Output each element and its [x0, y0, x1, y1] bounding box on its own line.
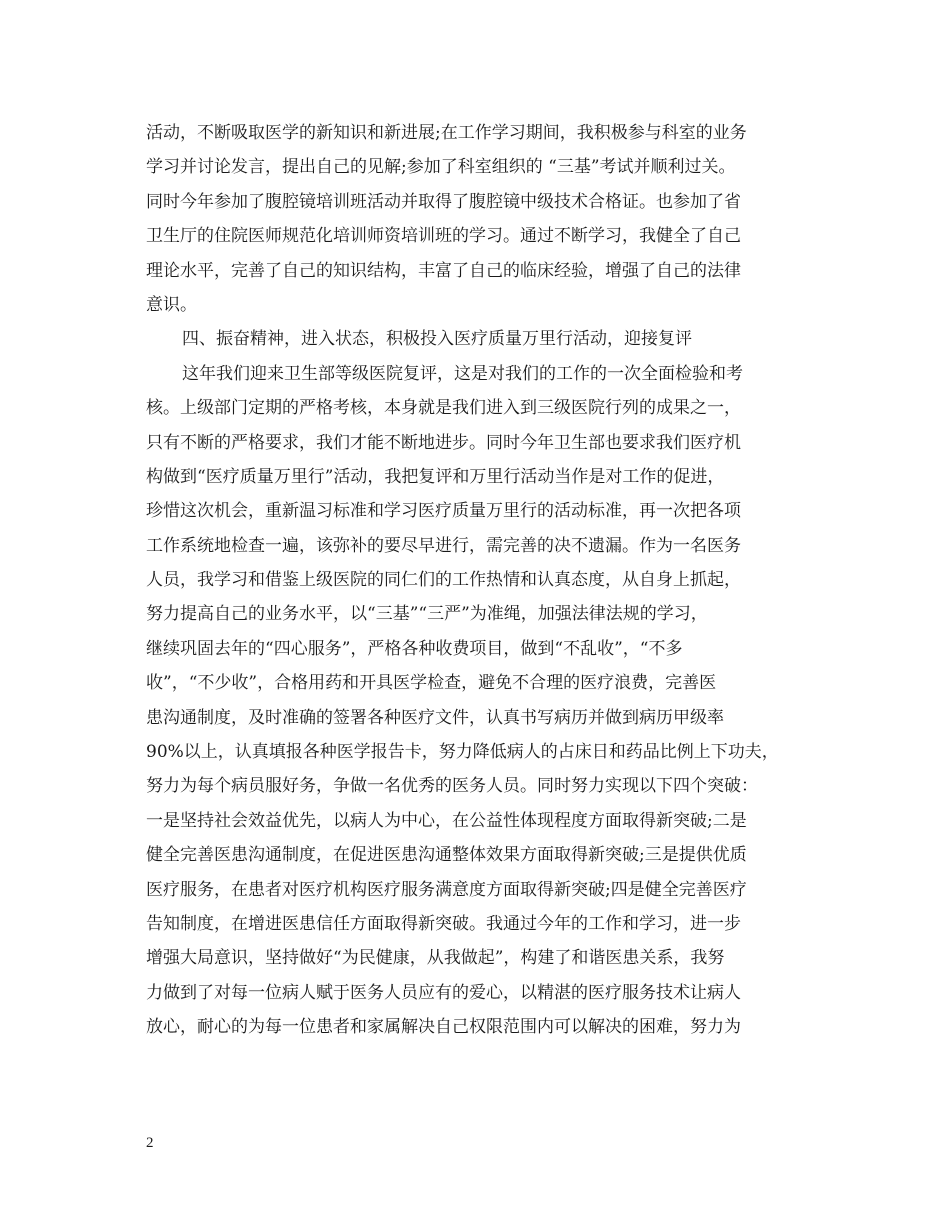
text-line: 意识。	[146, 294, 197, 315]
text-line: 收”，“不少收”，合格用药和开具医学检查，避免不合理的医疗浪费，完善医	[146, 673, 717, 694]
text-line: 告知制度，在增进医患信任方面取得新突破。我通过今年的工作和学习，进一步	[146, 913, 741, 934]
text-line: 增强大局意识，坚持做好“为民健康，从我做起”，构建了和谐医患关系，我努	[146, 948, 725, 969]
text-line: 医疗服务，在患者对医疗机构医疗服务满意度方面取得新突破;四是健全完善医疗	[146, 879, 747, 900]
section-heading: 四、振奋精神，进入状态，积极投入医疗质量万里行活动，迎接复评	[182, 329, 692, 350]
text-line: 同时今年参加了腹腔镜培训班活动并取得了腹腔镜中级技术合格证。也参加了省	[146, 191, 741, 212]
text-line: 努力提高自己的业务水平，以“三基”“三严”为准绳，加强法律法规的学习，	[146, 604, 708, 625]
text-line: 构做到“医疗质量万里行”活动，我把复评和万里行活动当作是对工作的促进，	[146, 466, 725, 487]
text-line: 这年我们迎来卫生部等级医院复评，这是对我们的工作的一次全面检验和考	[182, 363, 743, 384]
text-line: 放心，耐心的为每一位患者和家属解决自己权限范围内可以解决的困难，努力为	[146, 1017, 741, 1038]
text-line: 健全完善医患沟通制度，在促进医患沟通整体效果方面取得新突破;三是提供优质	[146, 845, 747, 866]
text-line: 工作系统地检查一遍，该弥补的要尽早进行，需完善的决不遗漏。作为一名医务	[146, 535, 741, 556]
text-line: 核。上级部门定期的严格考核，本身就是我们进入到三级医院行列的成果之一，	[146, 398, 741, 419]
text-line: 只有不断的严格要求，我们才能不断地进步。同时今年卫生部也要求我们医疗机	[146, 432, 741, 453]
text-line: 力做到了对每一位病人赋于医务人员应有的爱心，以精湛的医疗服务技术让病人	[146, 982, 741, 1003]
text-line: 珍惜这次机会，重新温习标准和学习医疗质量万里行的活动标准，再一次把各项	[146, 501, 741, 522]
page-number: 2	[146, 1135, 154, 1151]
text-line: 活动，不断吸取医学的新知识和新进展;在工作学习期间，我积极参与科室的业务	[146, 123, 747, 143]
text-line: 继续巩固去年的“四心服务”，严格各种收费项目，做到“不乱收”，“不多	[146, 638, 683, 659]
text-line: 卫生厅的住院医师规范化培训师资培训班的学习。通过不断学习，我健全了自己	[146, 226, 741, 247]
text-line: 人员，我学习和借鉴上级医院的同仁们的工作热情和认真态度，从自身上抓起，	[146, 570, 741, 591]
text-line: 理论水平，完善了自己的知识结构，丰富了自己的临床经验，增强了自己的法律	[146, 260, 741, 281]
body-text	[146, 116, 806, 1045]
text-line: 90%以上，认真填报各种医学报告卡，努力降低病人的占床日和药品比例上下功夫，	[146, 742, 779, 763]
text-line: 患沟通制度，及时准确的签署各种医疗文件，认真书写病历并做到病历甲级率	[146, 707, 724, 728]
text-line: 一是坚持社会效益优先，以病人为中心，在公益性体现程度方面取得新突破;二是	[146, 810, 747, 831]
text-line: 努力为每个病员服好务，争做一名优秀的医务人员。同时努力实现以下四个突破：	[146, 776, 758, 797]
text-line: 学习并讨论发言，提出自己的见解;参加了科室组织的 “三基”考试并顺利过关。	[146, 157, 736, 178]
